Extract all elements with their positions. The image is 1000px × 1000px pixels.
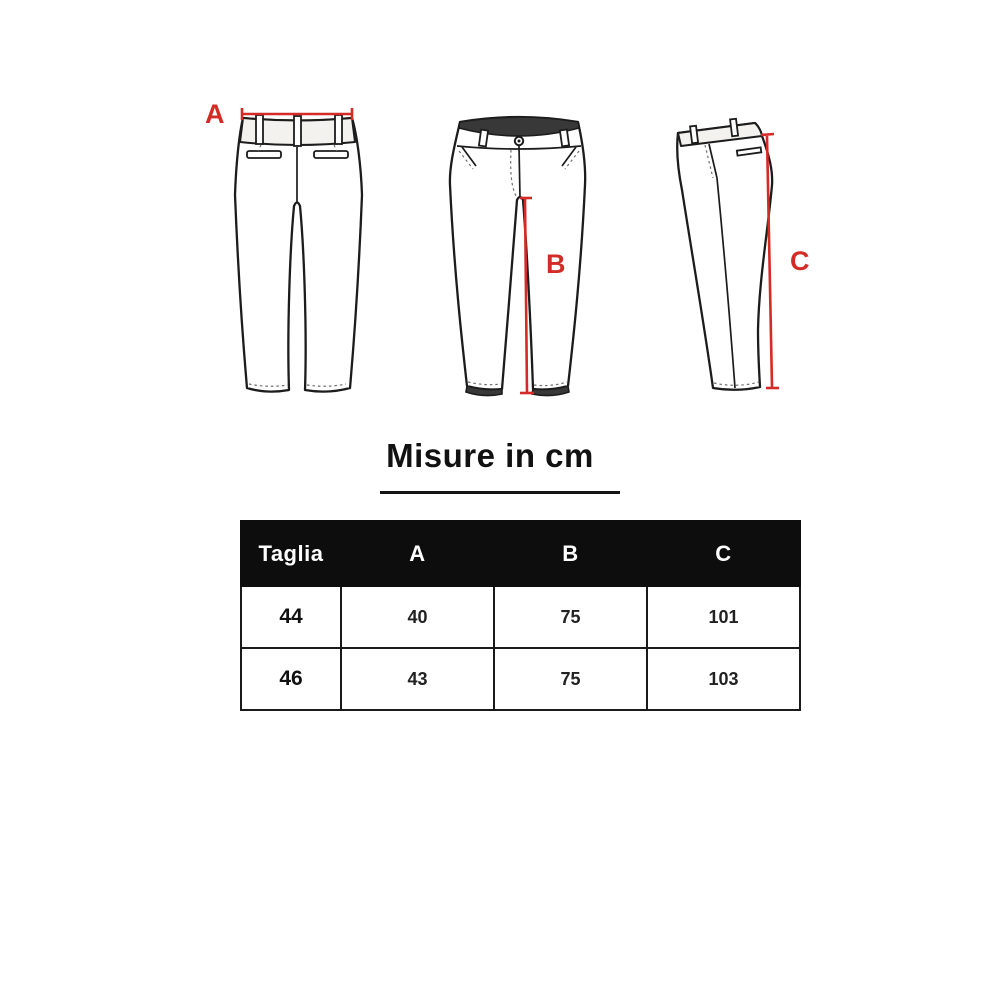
back-pocket — [314, 151, 348, 158]
cell-46-a: 43 — [341, 648, 494, 710]
belt-loop — [479, 130, 488, 147]
belt-loop — [256, 115, 263, 144]
back-pocket — [247, 151, 281, 158]
title-underline — [380, 491, 620, 494]
cell-size-46: 46 — [241, 648, 341, 710]
column-header-a: A — [341, 521, 494, 586]
measurement-label-c: C — [790, 246, 810, 276]
belt-loop — [560, 130, 569, 147]
pants-back-view-diagram — [195, 90, 375, 410]
column-header-b: B — [494, 521, 647, 586]
belt-loop — [335, 115, 342, 144]
pants-front-view-diagram — [435, 100, 615, 420]
belt-loop — [294, 116, 301, 146]
table-row — [241, 648, 800, 710]
cell-44-c: 101 — [647, 586, 800, 648]
column-header-c: C — [647, 521, 800, 586]
column-header-taglia: Taglia — [241, 521, 341, 586]
pants-side-view-diagram — [655, 100, 815, 420]
belt-loop — [690, 126, 698, 144]
table-header-row — [241, 521, 800, 586]
cell-46-c: 103 — [647, 648, 800, 710]
cell-44-a: 40 — [341, 586, 494, 648]
belt-loop — [730, 119, 738, 137]
table-row — [241, 586, 800, 648]
page-title: Misure in cm — [386, 437, 594, 474]
cell-size-44: 44 — [241, 586, 341, 648]
size-table — [240, 520, 801, 711]
cell-44-b: 75 — [494, 586, 647, 648]
measurement-label-b: B — [546, 249, 566, 279]
measurement-label-a: A — [205, 99, 225, 129]
cell-46-b: 75 — [494, 648, 647, 710]
